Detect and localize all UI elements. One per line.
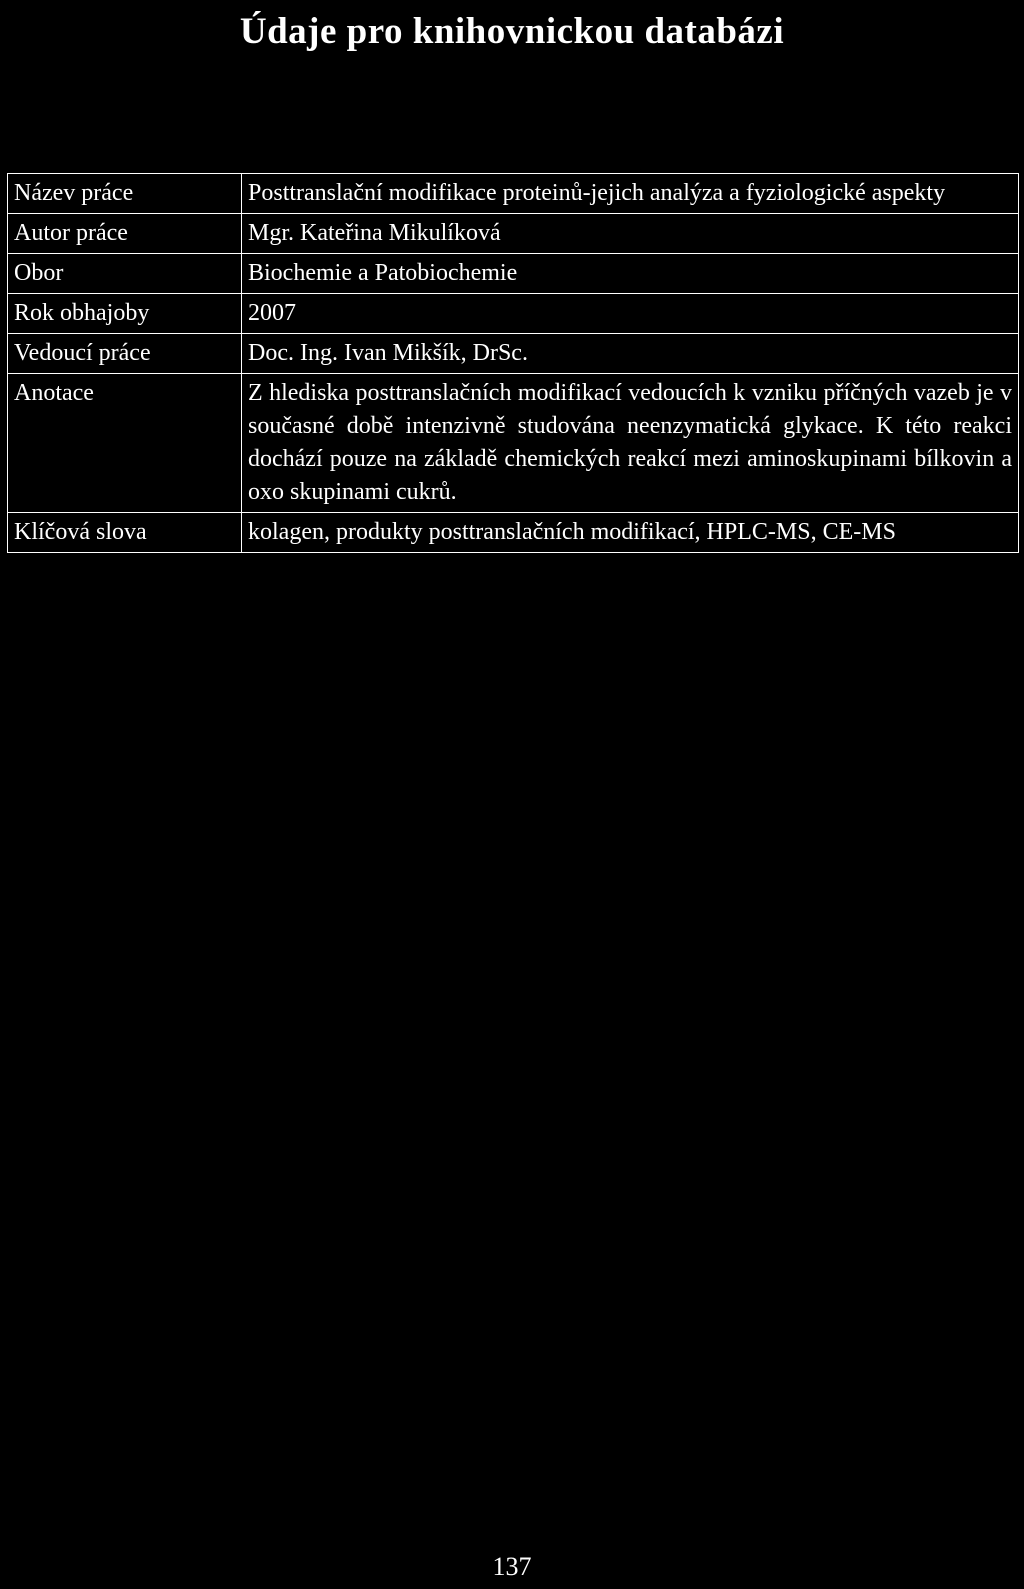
- row-label: Rok obhajoby: [8, 294, 242, 334]
- row-value: Posttranslační modifikace proteinů-jejich analýza a fyziologické aspekty: [242, 174, 1019, 214]
- row-value: Biochemie a Patobiochemie: [242, 254, 1019, 294]
- row-label: Autor práce: [8, 214, 242, 254]
- table-row-annotation: [8, 374, 1019, 513]
- table-row-supervisor: [8, 334, 1019, 374]
- row-label: Vedoucí práce: [8, 334, 242, 374]
- table-row-keywords: [8, 513, 1019, 553]
- row-value: Z hlediska posttranslačních modifikací vedoucích k vzniku příčných vazeb je v současné době intenzivně studována neenzymatická glykace. K této reakci dochází pouze na základě chemických reakcí mezi aminoskupinami bílkovin a oxo skupinami cukrů.: [242, 374, 1019, 513]
- row-value: 2007: [242, 294, 1019, 334]
- row-label: Název práce: [8, 174, 242, 214]
- row-value: Doc. Ing. Ivan Mikšík, DrSc.: [242, 334, 1019, 374]
- row-value: Mgr. Kateřina Mikulíková: [242, 214, 1019, 254]
- table-row-field: [8, 254, 1019, 294]
- table-row-defense-year: [8, 294, 1019, 334]
- row-label: Obor: [8, 254, 242, 294]
- table-row-author: [8, 214, 1019, 254]
- table-row-title: [8, 174, 1019, 214]
- row-value: kolagen, produkty posttranslačních modifikací, HPLC-MS, CE-MS: [242, 513, 1019, 553]
- page-title: Údaje pro knihovnickou databázi: [239, 11, 785, 52]
- page-number: 137: [492, 1552, 532, 1581]
- library-record-table: [7, 173, 1019, 553]
- row-label: Klíčová slova: [8, 513, 242, 553]
- row-label: Anotace: [8, 374, 242, 513]
